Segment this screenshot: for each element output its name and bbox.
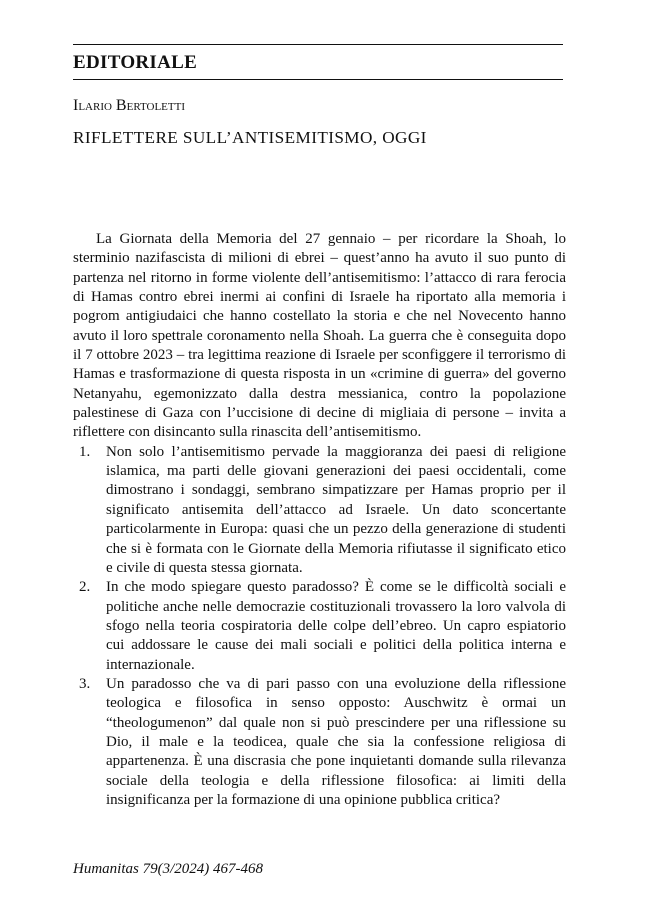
numbered-points — [73, 443, 566, 811]
list-item-text: Non solo l’antisemitismo pervade la maggioranza dei paesi di religione islamica, ma parti delle giovani generazioni dei paesi occidentali, come dimostrano i sondaggi, sembrano simpatizzare per Hamas proprio per il significato antisemita dell’attacco ad Israele. Un dato sconcertante particolarmente in Europa: quasi che un pezzo della generazione di studenti che si è formata con le Giornate della Memoria rifiutasse il significato etico e civile di questa stessa giornata. — [106, 443, 566, 576]
list-item — [73, 443, 566, 578]
section-label: EDITORIALE — [73, 52, 198, 73]
header-rule — [73, 79, 563, 80]
article-title: RIFLETTERE SULL’ANTISEMITISMO, OGGI — [73, 128, 427, 147]
list-item-number: 2. — [79, 579, 91, 596]
article-body — [73, 230, 566, 810]
list-item — [73, 675, 566, 810]
top-rule — [73, 44, 563, 45]
list-item-text: Un paradosso che va di pari passo con una evoluzione della riflessione teologica e filosofica in senso opposto: Auschwitz è ormai un “theologumenon” dal quale non si può prescindere per una riflessione su Dio, il male e la teodicea, quale che sia la confessione religiosa di appartenenza. È una discrasia che pone inquietanti domande sulla rilevanza sociale della teologia e della riflessione filosofica: ai limiti della insignificanza per la formazione di una opinione pubblica critica? — [106, 675, 566, 808]
author-name: Ilario Bertoletti — [73, 97, 186, 114]
list-item-number: 3. — [79, 675, 91, 692]
intro-paragraph: La Giornata della Memoria del 27 gennaio – per ricordare la Shoah, lo sterminio nazifascista di milioni di ebrei – quest’anno ha avuto il suo punto di partenza nel ritorno in forme violente dell’antisemitismo: l’attacco di rara ferocia di Hamas contro ebrei inermi ai confini di Israele ha riportato alla memoria i pogrom antigiudaici che hanno costellato la storia e che nel Novecento hanno avuto il loro spettrale coronamento nella Shoah. La guerra che è conseguita dopo il 7 ottobre 2023 – tra legittima reazione di Israele per sconfiggere il terrorismo di Hamas e trasformazione di questa risposta in un «crimine di guerra» del governo Netanyahu, egemonizzato dalla destra messianica, contro la popolazione palestinese di Gaza con l’uccisione di decine di migliaia di persone – invita a riflettere con disincanto sulla rinascita dell’antisemitismo. — [73, 231, 566, 441]
journal-citation: Humanitas 79(3/2024) 467-468 — [73, 861, 263, 877]
list-item-number: 1. — [79, 443, 91, 460]
list-item-text: In che modo spiegare questo paradosso? È come se le difficoltà sociali e politiche anche nelle democrazie costituzionali trovassero la loro valvola di sfogo nella teoria cospiratoria delle colpe dell’ebreo. Un capro espiatorio cui addossare le cause dei mali sociali e politici della politica interna e internazionale. — [106, 579, 566, 673]
list-item — [73, 578, 566, 675]
